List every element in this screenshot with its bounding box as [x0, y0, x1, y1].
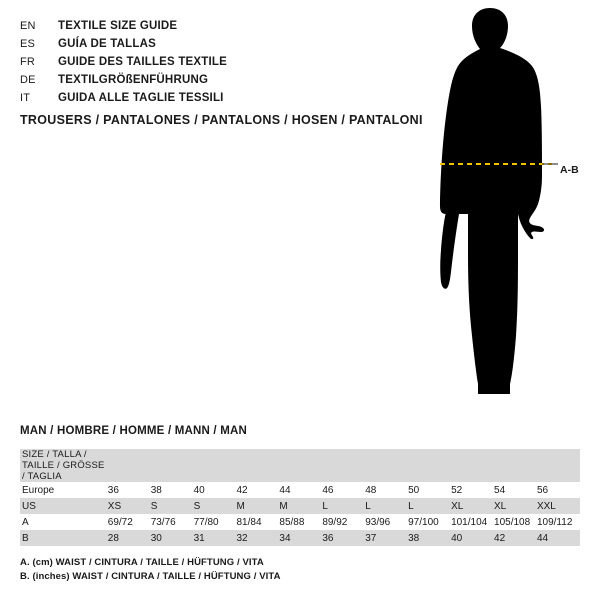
cell: M [279, 500, 288, 512]
measure-label-a-b: A-B [560, 164, 579, 176]
language-row [20, 35, 350, 53]
cell: 42 [236, 484, 248, 496]
cell [151, 449, 194, 482]
row-label: Europe [22, 484, 55, 496]
cell [408, 449, 451, 482]
cell: 77/80 [193, 516, 219, 528]
table-row [20, 449, 580, 482]
cell: 28 [107, 532, 119, 544]
cell: 56 [536, 484, 549, 496]
cell: 85/88 [279, 516, 305, 528]
row-label: SIZE / TALLA / TAILLE / GRÖSSE / TAGLIA [22, 449, 105, 482]
cell: 42 [494, 532, 506, 544]
footnote-b: B. (inches) WAIST / CINTURA / TAILLE / HÜFTUNG / VITA [20, 571, 281, 582]
cell: 48 [365, 484, 377, 496]
cell: 101/104 [451, 516, 488, 528]
cell: 89/92 [322, 516, 348, 528]
cell: 31 [193, 532, 205, 544]
table-row [20, 498, 580, 514]
cell: 40 [451, 532, 463, 544]
cell [365, 449, 408, 482]
cell: 50 [408, 484, 420, 496]
cell [108, 449, 151, 482]
table-row [20, 482, 580, 498]
language-row [20, 53, 350, 71]
cell: 38 [408, 532, 420, 544]
cell: 44 [536, 532, 549, 544]
cell: 73/76 [150, 516, 176, 528]
cell: 46 [322, 484, 334, 496]
language-code-es: ES [20, 38, 36, 50]
cell: L [408, 500, 414, 512]
cell [451, 449, 494, 482]
language-text-en: TEXTILE SIZE GUIDE [58, 20, 178, 32]
row-label: A [22, 516, 29, 528]
footnote-a: A. (cm) WAIST / CINTURA / TAILLE / HÜFTUNG / VITA [20, 557, 264, 568]
cell: 52 [451, 484, 463, 496]
language-text-de: TEXTILGRÖßENFÜHRUNG [58, 74, 209, 86]
cell: 54 [494, 484, 506, 496]
silhouette-icon [400, 6, 600, 406]
cell [237, 449, 280, 482]
cell: M [236, 500, 245, 512]
language-row [20, 71, 350, 89]
cell [537, 449, 580, 482]
cell: 32 [236, 532, 248, 544]
cell: XL [451, 500, 464, 512]
row-label: B [22, 532, 29, 544]
language-row [20, 89, 350, 107]
cell: 44 [279, 484, 291, 496]
cell [279, 449, 322, 482]
cell: 30 [150, 532, 162, 544]
cell: L [365, 500, 371, 512]
cell: 105/108 [494, 516, 531, 528]
cell: 34 [279, 532, 291, 544]
cell: XXL [536, 500, 556, 512]
cell [194, 449, 237, 482]
cell: 69/72 [107, 516, 133, 528]
cell [494, 449, 537, 482]
cell: 36 [107, 484, 119, 496]
cell: 36 [322, 532, 334, 544]
footnotes [20, 556, 281, 584]
table-title: MAN / HOMBRE / HOMME / MANN / MAN [20, 425, 248, 437]
cell: XS [107, 500, 122, 512]
cell: L [322, 500, 328, 512]
language-code-it: IT [20, 92, 31, 104]
cell: S [193, 500, 201, 512]
language-code-fr: FR [20, 56, 36, 68]
section-title: TROUSERS / PANTALONES / PANTALONS / HOSEN / PANTALONI [20, 113, 423, 127]
size-table [20, 449, 580, 546]
table-row [20, 514, 580, 530]
language-row [20, 17, 350, 35]
language-text-es: GUÍA DE TALLAS [58, 38, 156, 50]
language-text-fr: GUIDE DES TAILLES TEXTILE [58, 56, 227, 68]
cell: S [150, 500, 158, 512]
cell [322, 449, 365, 482]
language-header [20, 17, 350, 107]
row-label: US [22, 500, 36, 512]
language-text-it: GUIDA ALLE TAGLIE TESSILI [58, 92, 224, 104]
body-silhouette-figure [400, 6, 600, 406]
language-code-en: EN [20, 20, 36, 32]
cell: 97/100 [408, 516, 439, 528]
cell: 81/84 [236, 516, 262, 528]
cell: 40 [193, 484, 205, 496]
table-row [20, 530, 580, 546]
cell: 109/112 [536, 516, 573, 528]
language-code-de: DE [20, 74, 36, 86]
cell: XL [494, 500, 507, 512]
cell: 38 [150, 484, 162, 496]
cell: 93/96 [365, 516, 391, 528]
cell: 37 [365, 532, 377, 544]
